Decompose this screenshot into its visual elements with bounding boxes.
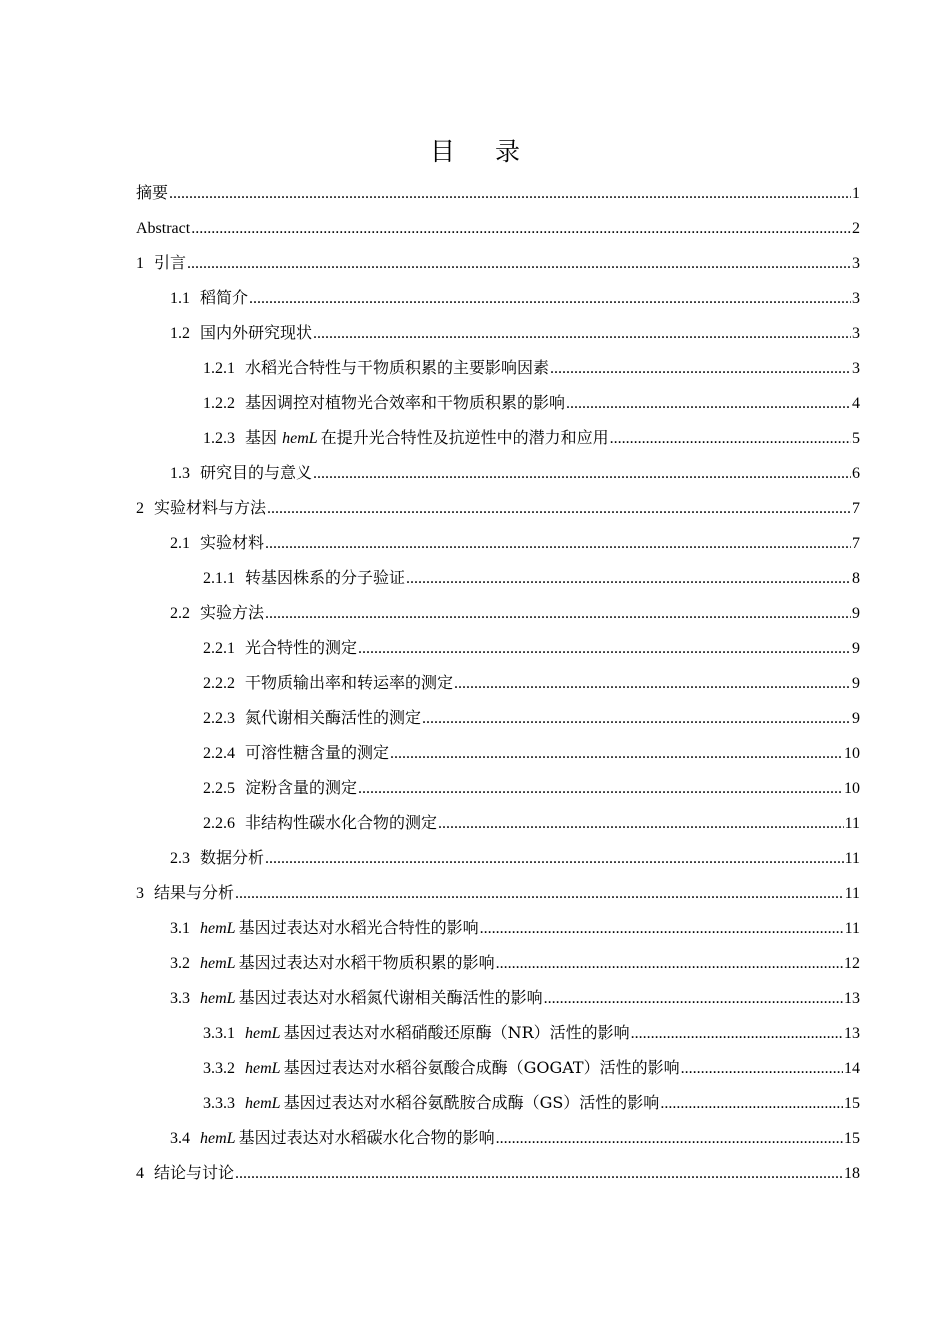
toc-entry-label [170,913,479,944]
toc-entry[interactable] [136,388,860,423]
toc-page-number: 5 [852,430,860,447]
toc-entry[interactable] [136,633,860,668]
toc-page-number: 3 [852,360,860,377]
toc-entry-text: 结论与讨论 [154,1163,235,1182]
toc-entry-text: 淀粉含量的测定 [245,778,358,797]
toc-entry-text: 基因过表达对水稻谷氨酸合成酶（GOGAT）活性的影响 [283,1058,680,1077]
toc-entry-number: 3.3 [170,990,190,1007]
toc-entry-label [203,808,437,839]
gene-name: hemL [200,990,236,1007]
toc-entry[interactable] [136,563,860,598]
toc-entry[interactable] [136,1088,860,1123]
toc-entry-number: 2.2.2 [203,675,235,692]
toc-entry[interactable] [136,738,860,773]
toc-entry-number: 2.1 [170,535,190,552]
toc-entry[interactable] [136,913,860,948]
toc-entry-text: 光合特性的测定 [245,638,358,657]
toc-entry[interactable] [136,983,860,1018]
toc-page-number: 7 [852,500,860,517]
toc-entry-text: 非结构性碳水化合物的测定 [245,813,438,832]
toc-entry-number: 2.2 [170,605,190,622]
dot-leader [313,319,851,349]
toc-entry-number: 1.2.2 [203,395,235,412]
toc-entry-number: 1.1 [170,290,190,307]
toc-entry-label [170,1123,495,1154]
toc-entry[interactable] [136,423,860,458]
toc-entry-text: 研究目的与意义 [200,463,313,482]
dot-leader [480,914,844,944]
toc-entry[interactable] [136,1018,860,1053]
toc-entry-number: 2.2.3 [203,710,235,727]
toc-page-number: 15 [844,1095,860,1112]
toc-entry-number: 3.4 [170,1130,190,1147]
toc-entry-label [170,458,312,489]
toc-entry-text: 基因过表达对水稻硝酸还原酶（NR）活性的影响 [283,1023,630,1042]
toc-page-number: 10 [844,780,860,797]
toc-entry-text: 实验材料 [200,533,265,552]
toc-entry-number: 2.3 [170,850,190,867]
toc-page-number: 15 [844,1130,860,1147]
gene-name: hemL [282,430,318,447]
gene-name: hemL [200,1130,236,1147]
toc-page-number: 4 [852,395,860,412]
toc-entry[interactable] [136,178,860,213]
gene-name: hemL [245,1025,281,1042]
toc-entry-label [170,283,248,314]
dot-leader [187,249,851,279]
toc-entry[interactable] [136,1123,860,1158]
toc-entry-label [136,1158,234,1189]
toc-entry-label [203,563,405,594]
dot-leader [235,1159,843,1189]
toc-entry-label [203,738,389,769]
dot-leader [566,389,851,419]
toc-page-number: 6 [852,465,860,482]
toc-page-number: 9 [852,640,860,657]
toc-entry-number: 3.3.2 [203,1060,235,1077]
table-of-contents [136,178,860,1193]
dot-leader [191,214,851,244]
toc-entry-number: 2.1.1 [203,570,235,587]
dot-leader [235,879,844,909]
toc-entry-label [203,423,609,454]
toc-page-number: 7 [852,535,860,552]
toc-entry[interactable] [136,283,860,318]
dot-leader [313,459,851,489]
toc-entry[interactable] [136,353,860,388]
toc-entry-text: 基因过表达对水稻干物质积累的影响 [238,953,495,972]
toc-page-number: 11 [844,850,860,867]
dot-leader [454,669,851,699]
dot-leader [681,1054,843,1084]
toc-entry[interactable] [136,1158,860,1193]
dot-leader [631,1019,843,1049]
toc-entry-text: 实验方法 [200,603,265,622]
toc-entry-text: 水稻光合特性与干物质积累的主要影响因素 [245,358,550,377]
toc-page-number: 11 [844,815,860,832]
toc-entry-text: 基因过表达对水稻氮代谢相关酶活性的影响 [238,988,543,1007]
toc-entry-number: 2 [136,500,144,517]
toc-entry[interactable] [136,248,860,283]
dot-leader [406,564,851,594]
toc-entry-number: 2.2.1 [203,640,235,657]
dot-leader [358,774,843,804]
toc-entry[interactable] [136,318,860,353]
toc-entry-label [203,388,565,419]
gene-name: hemL [200,955,236,972]
toc-entry-text: 基因过表达对水稻谷氨酰胺合成酶（GS）活性的影响 [283,1093,660,1112]
toc-entry-number: 3.2 [170,955,190,972]
dot-leader [358,634,851,664]
dot-leader [550,354,851,384]
dot-leader [422,704,851,734]
toc-entry[interactable] [136,493,860,528]
toc-entry-number: 2.2.5 [203,780,235,797]
toc-title: 目录 [429,137,560,166]
toc-entry[interactable] [136,598,860,633]
gene-name: hemL [245,1095,281,1112]
toc-entry-label [136,493,266,524]
toc-entry-label [136,248,186,279]
toc-entry-number: 3.3.1 [203,1025,235,1042]
dot-leader [496,949,843,979]
toc-entry[interactable] [136,878,860,913]
toc-page-number: 1 [852,185,860,202]
toc-page-number: 9 [852,675,860,692]
toc-entry-label [136,213,190,244]
toc-entry-text: 国内外研究现状 [200,323,313,342]
gene-name: hemL [245,1060,281,1077]
toc-page-number: 11 [844,920,860,937]
toc-entry-label [170,948,495,979]
toc-page-number: 13 [844,1025,860,1042]
dot-leader [660,1089,843,1119]
toc-entry-label [136,878,234,909]
toc-entry-prefix: 基因 [245,428,283,447]
toc-page-number: 14 [844,1060,860,1077]
toc-entry-text: 基因调控对植物光合效率和干物质积累的影响 [245,393,566,412]
toc-entry[interactable] [136,948,860,983]
dot-leader [544,984,843,1014]
dot-leader [265,844,844,874]
toc-entry-text: 基因过表达对水稻碳水化合物的影响 [238,1128,495,1147]
toc-entry[interactable] [136,843,860,878]
toc-entry-number: 1.3 [170,465,190,482]
toc-entry-label [136,178,168,208]
toc-page-number: 3 [852,325,860,342]
toc-entry-number: 1 [136,255,144,272]
toc-entry-label [170,983,543,1014]
toc-entry-text: Abstract [136,220,191,237]
toc-page-number: 9 [852,710,860,727]
toc-entry-text: 干物质输出率和转运率的测定 [245,673,454,692]
toc-entry-text: 稻简介 [200,288,249,307]
toc-entry-number: 2.2.4 [203,745,235,762]
toc-entry[interactable] [136,773,860,808]
toc-entry-label [170,598,264,629]
toc-entry-text: 结果与分析 [154,883,235,902]
toc-entry[interactable] [136,1053,860,1088]
toc-entry[interactable] [136,213,860,248]
toc-entry-text: 转基因株系的分子验证 [245,568,406,587]
toc-entry-number: 3 [136,885,144,902]
toc-entry-label [203,353,549,384]
dot-leader [267,494,851,524]
toc-page-number: 9 [852,605,860,622]
toc-entry-label [203,633,357,664]
dot-leader [249,284,851,314]
toc-entry-label [170,528,264,559]
toc-entry[interactable] [136,458,860,493]
toc-entry-number: 1.2.1 [203,360,235,377]
dot-leader [265,529,851,559]
dot-leader [265,599,851,629]
toc-entry-number: 2.2.6 [203,815,235,832]
dot-leader [438,809,844,839]
toc-page-number: 3 [852,290,860,307]
toc-entry-label [203,1018,630,1049]
toc-entry-text: 引言 [154,253,187,272]
toc-page-number: 18 [844,1165,860,1182]
toc-entry-label [170,318,312,349]
toc-entry-number: 1.2 [170,325,190,342]
toc-entry[interactable] [136,528,860,563]
toc-entry-text: 氮代谢相关酶活性的测定 [245,708,422,727]
toc-entry-label [203,1088,659,1119]
toc-entry-number: 3.3.3 [203,1095,235,1112]
dot-leader [496,1124,843,1154]
toc-entry-number: 1.2.3 [203,430,235,447]
toc-entry-label [203,703,421,734]
dot-leader [390,739,843,769]
toc-entry[interactable] [136,668,860,703]
toc-page-number: 8 [852,570,860,587]
gene-name: hemL [200,920,236,937]
toc-entry[interactable] [136,703,860,738]
toc-entry-label [203,1053,680,1084]
toc-entry-number: 3.1 [170,920,190,937]
toc-entry-text: 实验材料与方法 [154,498,267,517]
toc-page-number: 10 [844,745,860,762]
toc-entry[interactable] [136,808,860,843]
toc-entry-label [203,668,453,699]
dot-leader [610,424,851,454]
toc-page-number: 3 [852,255,860,272]
toc-entry-number: 4 [136,1165,144,1182]
toc-page-number: 12 [844,955,860,972]
toc-page-number: 11 [844,885,860,902]
toc-page-number: 13 [844,990,860,1007]
dot-leader [169,179,851,209]
toc-entry-text: 基因过表达对水稻光合特性的影响 [238,918,479,937]
toc-page-number: 2 [852,220,860,237]
toc-entry-label [203,773,357,804]
toc-entry-label [170,843,264,874]
toc-entry-text: 摘要 [136,183,169,202]
toc-entry-text: 在提升光合特性及抗逆性中的潜力和应用 [320,428,609,447]
toc-entry-text: 数据分析 [200,848,265,867]
toc-entry-text: 可溶性糖含量的测定 [245,743,390,762]
